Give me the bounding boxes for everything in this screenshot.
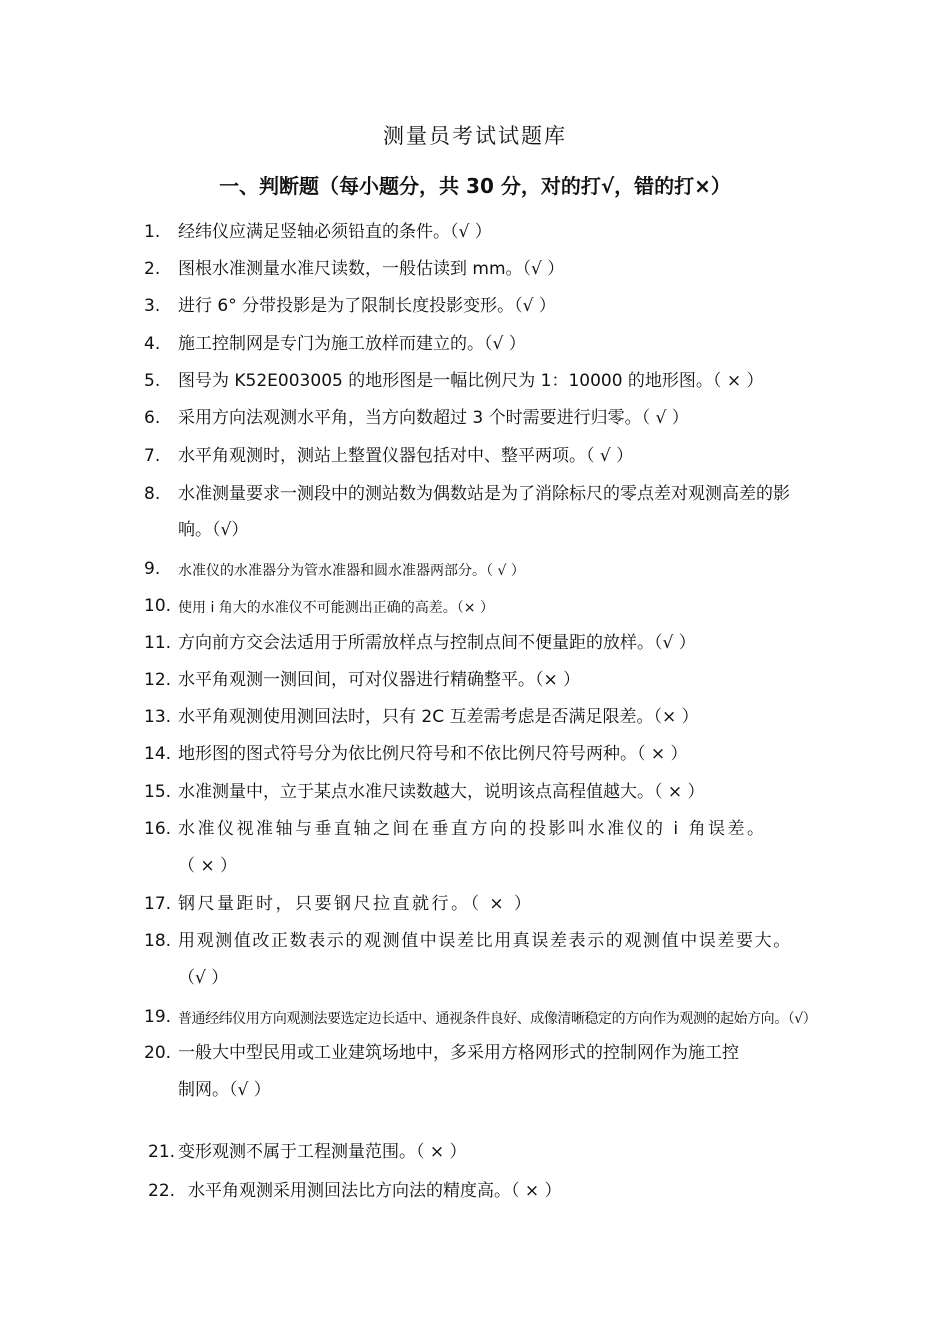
- question-number: 13.: [144, 707, 172, 727]
- question-text: 地形图的图式符号分为依比例尺符号和不依比例尺符号两种。（ × ）: [178, 744, 688, 764]
- question-text-continuation: 响。（√）: [178, 520, 249, 540]
- section-heading: 一、判断题（每小题分，共 30 分，对的打√，错的打×）: [219, 174, 731, 198]
- question-number: 10.: [144, 596, 172, 616]
- question-text: 用观测值改正数表示的观测值中误差比用真误差表示的观测值中误差要大。: [178, 931, 792, 951]
- question-text: 使用 i 角大的水准仪不可能测出正确的高差。（× ）: [178, 600, 494, 616]
- question-text: 进行 6° 分带投影是为了限制长度投影变形。（√ ）: [178, 296, 556, 316]
- question-number: 3.: [144, 296, 161, 316]
- question-number: 6.: [144, 408, 161, 428]
- question-text: 经纬仪应满足竖轴必须铅直的条件。（√ ）: [178, 222, 492, 242]
- question-number: 7.: [144, 446, 161, 466]
- question-text: 水平角观测一测回间，可对仪器进行精确整平。（× ）: [178, 670, 581, 690]
- question-text: 普通经纬仪用方向观测法要选定边长适中、通视条件良好、成像清晰稳定的方向作为观测的起始方向。（√）: [178, 1011, 817, 1027]
- question-text: 变形观测不属于工程测量范围。（ × ）: [178, 1142, 467, 1162]
- question-number: 9.: [144, 559, 161, 579]
- question-text: 钢尺量距时，只要钢尺拉直就行。（ × ）: [178, 894, 534, 914]
- question-text-continuation: 制网。（√ ）: [178, 1080, 271, 1100]
- question-number: 5.: [144, 371, 161, 391]
- question-number: 1.: [144, 222, 161, 242]
- question-number: 11.: [144, 633, 172, 653]
- question-text: 水准测量要求一测段中的测站数为偶数站是为了消除标尺的零点差对观测高差的影: [178, 484, 790, 504]
- question-text: 水准测量中，立于某点水准尺读数越大，说明该点高程值越大。（ × ）: [178, 782, 705, 802]
- question-number: 18.: [144, 931, 172, 951]
- question-text: 采用方向法观测水平角，当方向数超过 3 个时需要进行归零。（ √ ）: [178, 408, 689, 428]
- question-text: 水平角观测采用测回法比方向法的精度高。（ × ）: [188, 1181, 562, 1201]
- question-text: 水准仪的水准器分为管水准器和圆水准器两部分。（ √ ）: [178, 563, 525, 579]
- question-number: 16.: [144, 819, 172, 839]
- question-number: 14.: [144, 744, 172, 764]
- question-number: 12.: [144, 670, 172, 690]
- question-number: 2.: [144, 259, 161, 279]
- question-text: 施工控制网是专门为施工放样而建立的。（√ ）: [178, 334, 526, 354]
- question-text-continuation: （ × ）: [178, 856, 238, 876]
- question-number: 21.: [148, 1142, 176, 1162]
- question-number: 15.: [144, 782, 172, 802]
- question-number: 20.: [144, 1043, 172, 1063]
- question-number: 22.: [148, 1181, 176, 1201]
- question-text: 图根水准测量水准尺读数，一般估读到 mm。（√ ）: [178, 259, 565, 279]
- question-number: 8.: [144, 484, 161, 504]
- question-text: 方向前方交会法适用于所需放样点与控制点间不便量距的放样。（√ ）: [178, 633, 696, 653]
- question-text: 水准仪视准轴与垂直轴之间在垂直方向的投影叫水准仪的 i 角误差。: [178, 819, 767, 839]
- question-number: 4.: [144, 334, 161, 354]
- question-text: 一般大中型民用或工业建筑场地中，多采用方格网形式的控制网作为施工控: [178, 1043, 739, 1063]
- question-text: 水平角观测时，测站上整置仪器包括对中、整平两项。（ √ ）: [178, 446, 634, 466]
- question-text-continuation: （√ ）: [178, 968, 229, 988]
- question-number: 19.: [144, 1007, 172, 1027]
- document-title: 测量员考试试题库: [383, 124, 567, 148]
- question-number: 17.: [144, 894, 172, 914]
- question-text: 图号为 K52E003005 的地形图是一幅比例尺为 1：10000 的地形图。（ × ）: [178, 371, 764, 391]
- question-text: 水平角观测使用测回法时，只有 2C 互差需考虑是否满足限差。（× ）: [178, 707, 699, 727]
